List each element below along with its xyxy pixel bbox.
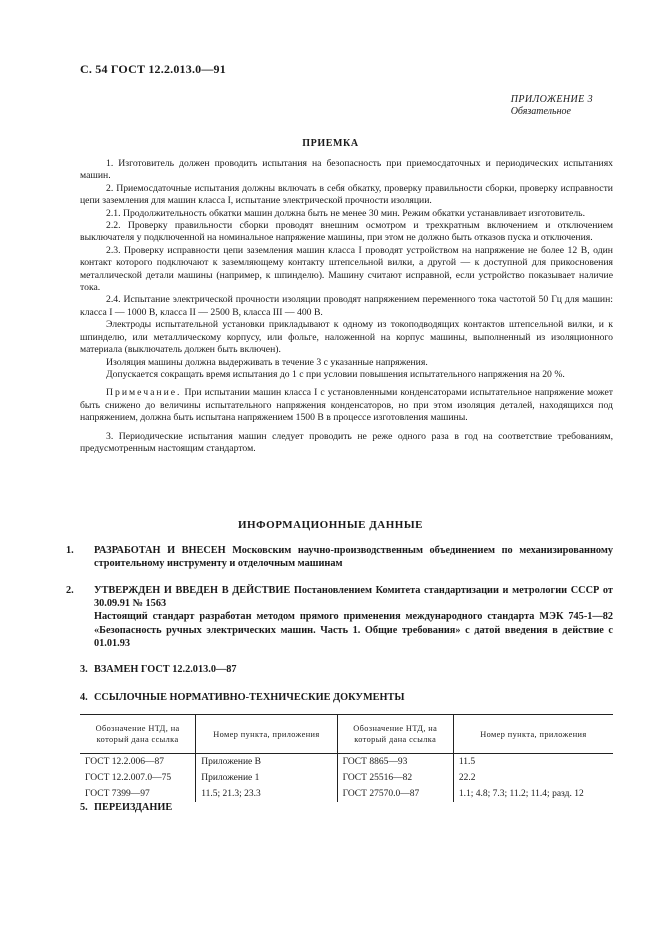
- column-header: Обозначение НТД, на который дана ссылка: [80, 715, 196, 754]
- note-text: При испытании машин класса I с установленными конденсаторами испытательное напряжение может быть снижено до величины испытательного напряжения конденсаторов, но при этом изоляция деталей, находящихся под напряжением, должна быть испытана напряжением 1500 В в процессе изготовления машины.: [80, 387, 613, 424]
- table-cell: ГОСТ 12.2.007.0—75: [85, 773, 172, 783]
- table-cell: Приложение 1: [196, 770, 337, 786]
- paragraph: Допускается сокращать время испытания до 1 с при условии повышения испытательного напряжения на 20 %.: [106, 368, 565, 380]
- table-cell: ГОСТ 27570.0—87: [337, 786, 453, 802]
- paragraph: 2.1. Продолжительность обкатки машин должна быть не менее 30 мин. Режим обкатки устанавливает изготовитель.: [106, 207, 586, 219]
- info-item-2: [66, 584, 613, 650]
- item-text: УТВЕРЖДЕН И ВВЕДЕН В ДЕЙСТВИЕ Постановлением Комитета стандартизации и метрологии СССР от 30.09.91 № 1563: [94, 585, 613, 610]
- section-title-info: ИНФОРМАЦИОННЫЕ ДАННЫЕ: [237, 519, 424, 531]
- column-header: Обозначение НТД, на который дана ссылка: [337, 715, 453, 754]
- table-header-row: [80, 715, 613, 754]
- table-cell: ГОСТ 12.2.006—87: [85, 757, 164, 767]
- item-text: ССЫЛОЧНЫЕ НОРМАТИВНО-ТЕХНИЧЕСКИЕ ДОКУМЕНТЫ: [94, 692, 405, 703]
- paragraph: Электроды испытательной установки прикладывают к одному из токоподводящих контактов штепсельной вилки, и к шпинделю, или металлическому корпусу, или фольге, наложенной на корпус машины, выполненный из изоляционного материала (выключатель должен быть включен).: [80, 319, 613, 356]
- paragraph: 2. Приемосдаточные испытания должны включать в себя обкатку, проверку правильности сборки, проверку исправности цепи заземления для машин класса I, испытание электрической прочности изоляции.: [80, 182, 613, 207]
- table-cell: ГОСТ 25516—82: [337, 770, 453, 786]
- item-text: ВЗАМЕН ГОСТ 12.2.013.0—87: [94, 664, 237, 675]
- column-header: Номер пункта, приложения: [196, 715, 337, 754]
- paragraph: 2.3. Проверку исправности цепи заземления машин класса I проводят устройством на напряжение не более 12 В, один контакт которого подключают к заземляющему контакту штепсельной вилки, а другой — к доступной для прикосновения металлической детали машины (например, к шпинделю). Машину считают исправной, если устройство показывает наличие тока.: [80, 244, 613, 294]
- item-number: 2.: [66, 585, 74, 596]
- item-number: 3.: [80, 664, 88, 675]
- table-row: [80, 754, 613, 771]
- item-number: 1.: [66, 545, 74, 556]
- paragraph: 2.2. Проверку правильности сборки проводят внешним осмотром и трехкратным включением и отключением выключателя у подключенной на номинальное напряжение машины, при этом не должно быть отказов пуска и отключения.: [80, 220, 613, 244]
- info-item-4: [80, 691, 613, 704]
- note-label: Примечание.: [106, 387, 182, 399]
- table-cell: 1.1; 4.8; 7.3; 11.2; 11.4; разд. 12: [453, 786, 613, 802]
- paragraph: 3. Периодические испытания машин следует проводить не реже одного раза в год на соответствие требованиям, предусмотренным настоящим стандартом.: [80, 430, 613, 454]
- table-cell: Приложение В: [196, 754, 337, 771]
- table-cell: ГОСТ 8865—93: [337, 754, 453, 771]
- acceptance-body: [80, 158, 613, 455]
- table-row: [80, 786, 613, 802]
- paragraph: 1. Изготовитель должен проводить испытания на безопасность при приемосдаточных и периодических испытаниях машин.: [80, 158, 613, 182]
- references-table: [80, 714, 613, 802]
- paragraph: Изоляция машины должна выдерживать в течение 3 с указанные напряжения.: [106, 356, 428, 368]
- item-text: ПЕРЕИЗДАНИЕ: [94, 802, 173, 813]
- info-item-3: [80, 663, 613, 676]
- table-cell: 11.5; 21.3; 23.3: [196, 786, 337, 802]
- page-header: С. 54 ГОСТ 12.2.013.0—91: [80, 62, 226, 76]
- item-extra: Настоящий стандарт разработан методом прямого применения международного стандарта МЭК 745-1—82 «Безопасность ручных электрических машин. Часть 1. Общие требования» с датой введения в действие с 01.01.93: [94, 611, 613, 649]
- table-row: [80, 770, 613, 786]
- info-item-1: [66, 544, 613, 570]
- info-item-5: [80, 801, 613, 814]
- appendix-label: [511, 94, 593, 118]
- item-text: РАЗРАБОТАН И ВНЕСЕН Московским научно-производственным объединением по механизированному строительному инструменту и отделочным машинам: [94, 545, 613, 570]
- column-header: Номер пункта, приложения: [453, 715, 613, 754]
- appendix-status: Обязательное: [510, 106, 571, 117]
- note-paragraph: [80, 387, 613, 424]
- section-title-acceptance: ПРИЕМКА: [302, 138, 359, 149]
- item-number: 4.: [80, 692, 88, 703]
- appendix-number: ПРИЛОЖЕНИЕ 3: [510, 94, 593, 105]
- table-cell: 22.2: [453, 770, 613, 786]
- paragraph: 2.4. Испытание электрической прочности изоляции проводят напряжением переменного тока частотой 50 Гц для машин: класса I — 1000 В, класса II — 2500 В, класса III — 400 В.: [80, 294, 613, 318]
- table-cell: 11.5: [453, 754, 613, 771]
- item-number: 5.: [80, 802, 88, 813]
- table-cell: ГОСТ 7399—97: [85, 789, 150, 799]
